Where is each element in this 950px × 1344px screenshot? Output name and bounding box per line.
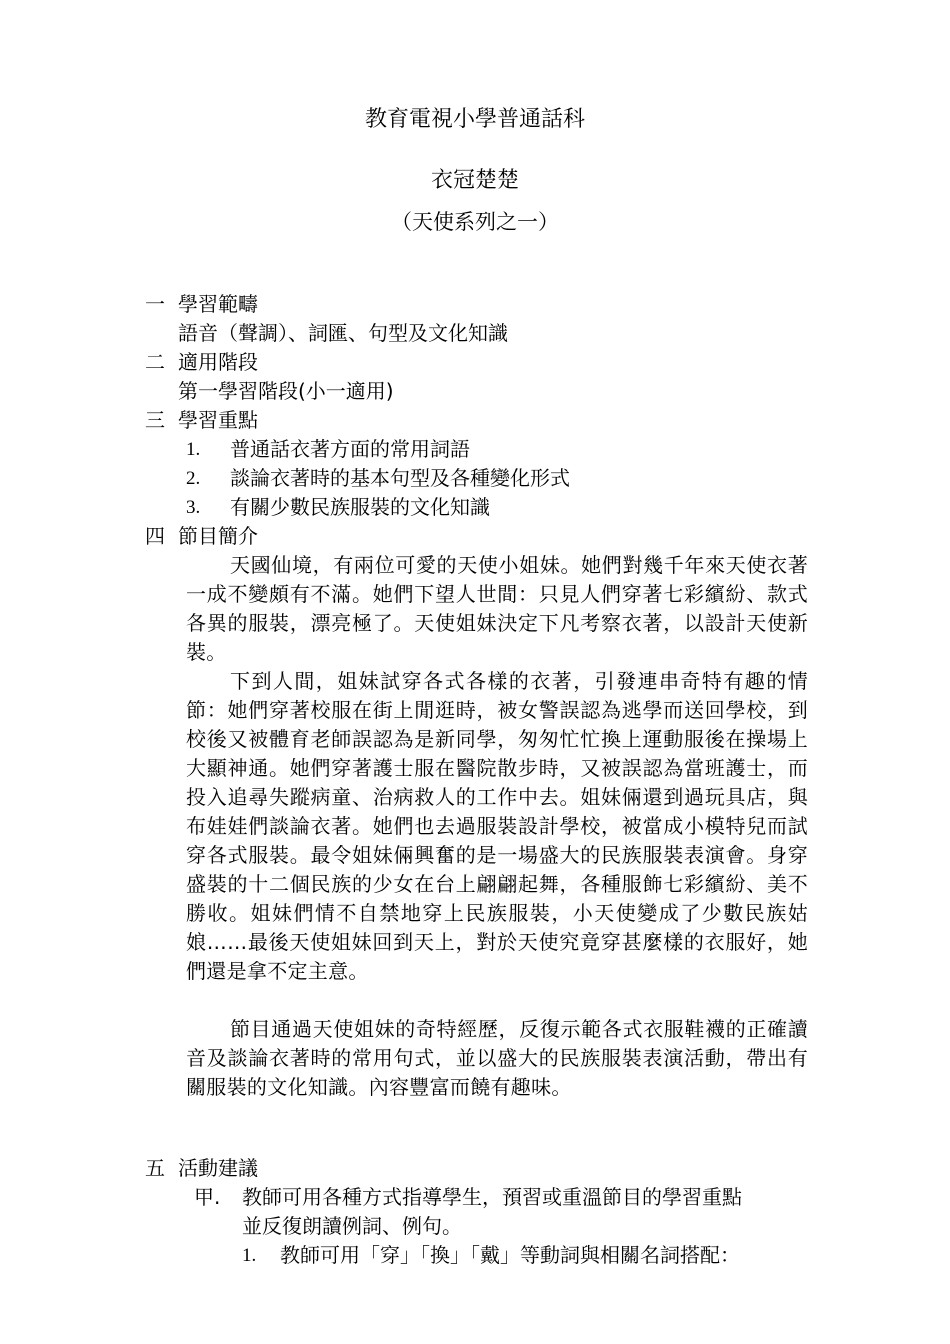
section-number: 四 — [145, 524, 165, 548]
list-item-number: 1. — [242, 1245, 257, 1266]
list-item-continuation: 並反復朗讀例詞、例句。 — [242, 1214, 462, 1238]
section-number: 二 — [145, 350, 165, 374]
section-heading: 適用階段 — [178, 350, 258, 374]
section-number: 三 — [145, 408, 165, 432]
list-item: 教師可用「穿」「換」「戴」等動詞與相關名詞搭配： — [280, 1243, 740, 1267]
series-label: （天使系列之一） — [391, 210, 559, 234]
list-item-number: 1. — [186, 439, 201, 460]
list-item: 談論衣著時的基本句型及各種變化形式 — [230, 466, 570, 490]
section-text: 第一學習階段(小一適用) — [178, 379, 394, 403]
document-title: 教育電視小學普通話科 — [364, 107, 585, 132]
list-item: 有關少數民族服裝的文化知識 — [230, 495, 490, 519]
synopsis-paragraph: 下到人間，姐妹試穿各式各樣的衣著，引發連串奇特有趣的情節：她們穿著校服在街上閒逛時，被女警誤認為逃學而送回學校，到校後又被體育老師誤認為是新同學，匆匆忙忙換上運動服後在操場上大顯神通。她們穿著護士服在醫院散步時，又被誤認為當班護士，而投入追尋失蹤病童、治病救人的工作中去。姐妹倆還到過玩具店，與布娃娃們談論衣著。她們也去過服裝設計學校，被當成小模特兒而試穿各式服裝。最令姐妹倆興奮的是一場盛大的民族服裝表演會。身穿盛裝的十二個民族的少女在台上翩翩起舞，各種服飾七彩繽紛、美不勝收。姐妹們情不自禁地穿上民族服裝，小天使變成了少數民族姑娘……最後天使姐妹回到天上，對於天使究竟穿甚麼樣的衣服好，她們還是拿不定主意。 — [186, 669, 808, 983]
section-heading: 學習重點 — [178, 408, 258, 432]
list-item-number: 3. — [186, 497, 201, 518]
section-heading: 學習範疇 — [178, 292, 258, 316]
section-number: 一 — [145, 292, 165, 316]
synopsis-paragraph: 天國仙境，有兩位可愛的天使小姐妹。她們對幾千年來天使衣著一成不變頗有不滿。她們下望人世間：只見人們穿著七彩繽紛、款式各異的服裝，漂亮極了。天使姐妹決定下凡考察衣著，以設計天使新裝。 — [186, 553, 808, 664]
section-heading: 活動建議 — [178, 1156, 258, 1180]
list-item: 普通話衣著方面的常用詞語 — [230, 437, 470, 461]
list-item: 教師可用各種方式指導學生，預習或重溫節目的學習重點 — [242, 1185, 742, 1209]
list-item-label: 甲. — [194, 1185, 221, 1209]
section-heading: 節目簡介 — [178, 524, 258, 548]
section-text: 語音（聲調）、詞匯、句型及文化知識 — [178, 321, 508, 345]
list-item-number: 2. — [186, 468, 201, 489]
program-title: 衣冠楚楚 — [430, 168, 519, 193]
section-number: 五 — [145, 1156, 165, 1180]
synopsis-paragraph: 節目通過天使姐妹的奇特經歷，反復示範各式衣服鞋襪的正確讀音及談論衣著時的常用句式，並以盛大的民族服裝表演活動，帶出有關服裝的文化知識。內容豐富而饒有趣味。 — [186, 1017, 808, 1099]
